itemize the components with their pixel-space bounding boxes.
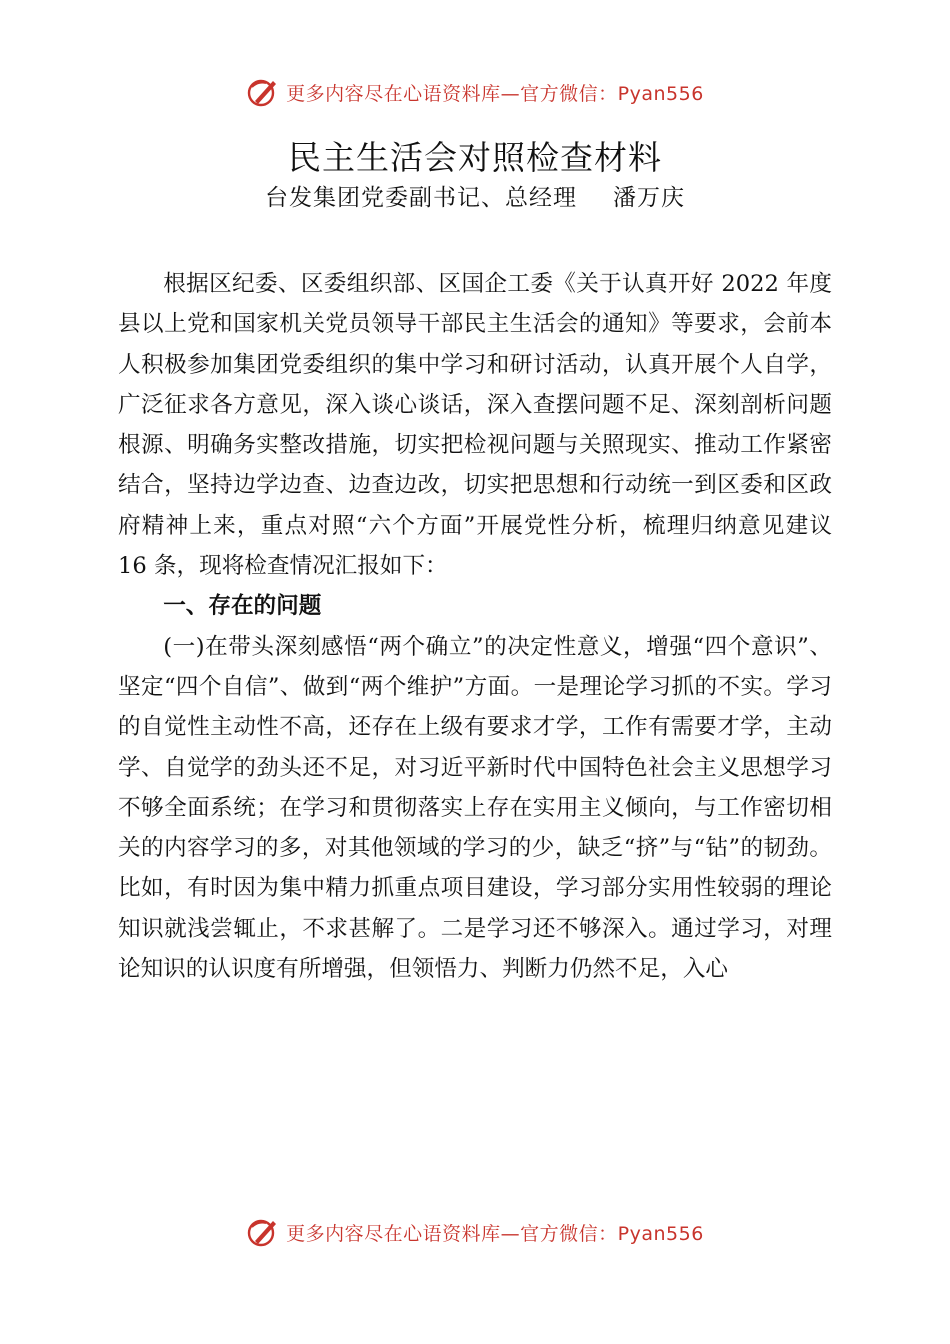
top-watermark-banner <box>0 70 950 114</box>
document-subtitle <box>0 180 950 216</box>
document-body <box>118 264 832 989</box>
author-role: 台发集团党委副书记、总经理 <box>265 185 577 211</box>
document-title: 民主生活会对照检查材料 <box>288 138 662 177</box>
intro-paragraph: 根据区纪委、区委组织部、区国企工委《关于认真开好 2022 年度县以上党和国家机关党员领导干部民主生活会的通知》等要求，会前本人积极参加集团党委组织的集中学习和研讨活动，认真开展个人自学，广泛征求各方意见，深入谈心谈话，深入查摆问题不足、深刻剖析问题根源、明确务实整改措施，切实把检视问题与关照现实、推动工作紧密结合，坚持边学边查、边查边改，切实把思想和行动统一到区委和区政府精神上来，重点对照“六个方面”开展党性分析，梳理归纳意见建议 16 条，现将检查情况汇报如下： <box>118 271 832 580</box>
author-name: 潘万庆 <box>613 185 685 211</box>
pen-circle-logo-icon <box>246 1215 280 1249</box>
section-heading: 一、存在的问题 <box>163 593 322 620</box>
banner-text: 更多内容尽在心语资料库—官方微信：Pyan556 <box>286 1222 704 1245</box>
problem-paragraph: (一)在带头深刻感悟“两个确立”的决定性意义，增强“四个意识”、坚定“四个自信”、做到“两个维护”方面。一是理论学习抓的不实。学习的自觉性主动性不高，还存在上级有要求才学，工作有需要才学，主动学、自觉学的劲头还不足，对习近平新时代中国特色社会主义思想学习不够全面系统；在学习和贯彻落实上存在实用主义倾向，与工作密切相关的内容学习的多，对其他领域的学习的少，缺乏“挤”与“钻”的韧劲。比如，有时因为集中精力抓重点项目建设，学习部分实用性较弱的理论知识就浅尝辄止，不求甚解了。二是学习还不够深入。通过学习，对理论知识的认识度有所增强，但领悟力、判断力仍然不足，入心 <box>118 633 832 983</box>
bottom-watermark-banner <box>0 1210 950 1254</box>
banner-text: 更多内容尽在心语资料库—官方微信：Pyan556 <box>286 82 704 105</box>
pen-circle-logo-icon <box>246 75 280 109</box>
